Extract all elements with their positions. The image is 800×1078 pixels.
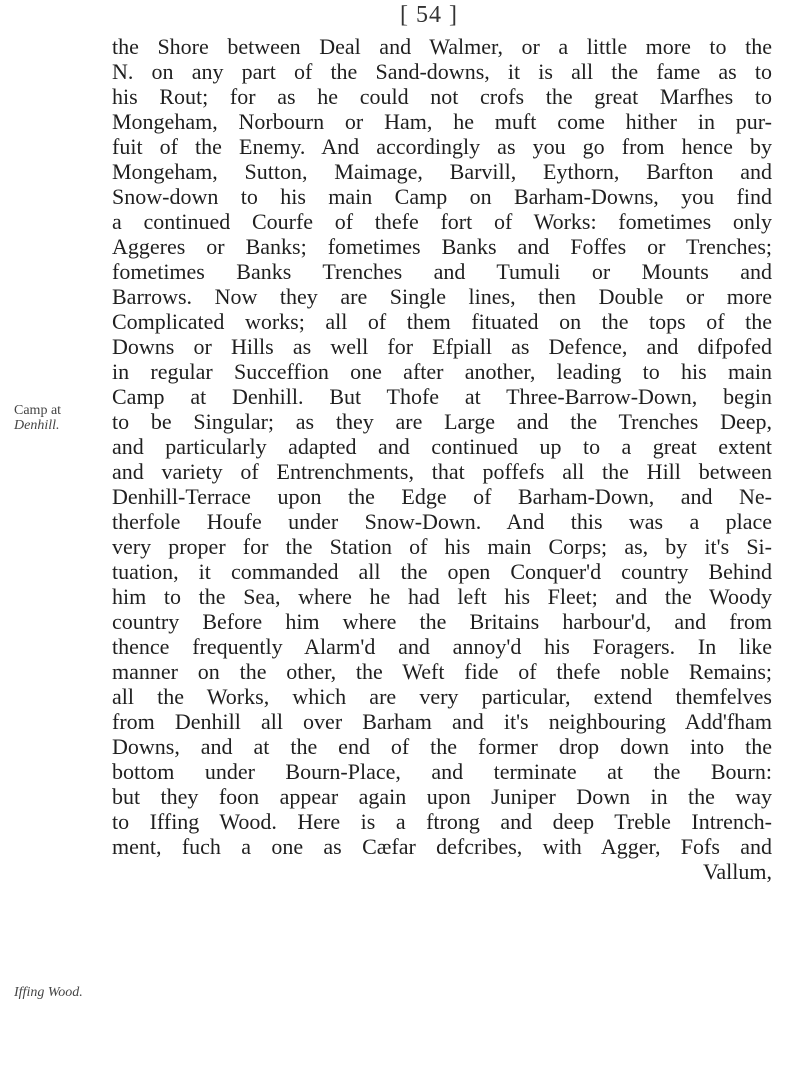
text-line: but they foon appear again upon Juniper Down in the way — [112, 784, 772, 809]
text-line: and variety of Entrenchments, that poffefs all the Hill between — [112, 459, 772, 484]
text-line: fometimes Banks Trenches and Tumuli or Mounts and — [112, 259, 772, 284]
margin-note-camp-line-2: Denhill. — [14, 418, 60, 433]
text-line: Downs, and at the end of the former drop down into the — [112, 734, 772, 759]
text-line: Denhill-Terrace upon the Edge of Barham-Down, and Ne- — [112, 484, 772, 509]
text-line: tuation, it commanded all the open Conquer'd country Behind — [112, 559, 772, 584]
page-number: [ 54 ] — [400, 2, 458, 28]
text-line: him to the Sea, where he had left his Fleet; and the Woody — [112, 584, 772, 609]
text-line: N. on any part of the Sand-downs, it is all the fame as to — [112, 59, 772, 84]
text-line: Mongeham, Sutton, Maimage, Barvill, Eythorn, Barfton and — [112, 159, 772, 184]
text-line: all the Works, which are very particular, extend themfelves — [112, 684, 772, 709]
text-line: Aggeres or Banks; fometimes Banks and Foffes or Trenches; — [112, 234, 772, 259]
body-text — [112, 34, 772, 884]
text-line: from Denhill all over Barham and it's neighbouring Add'fham — [112, 709, 772, 734]
margin-note-wood — [14, 985, 94, 1000]
text-line: to Iffing Wood. Here is a ftrong and deep Treble Intrench- — [112, 809, 772, 834]
text-line: ment, fuch a one as Cæfar defcribes, with Agger, Fofs and — [112, 834, 772, 859]
text-line: the Shore between Deal and Walmer, or a little more to the — [112, 34, 772, 59]
text-line: Camp at Denhill. But Thofe at Three-Barrow-Down, begin — [112, 384, 772, 409]
text-line: fuit of the Enemy. And accordingly as you go from hence by — [112, 134, 772, 159]
text-line: manner on the other, the Weft fide of thefe noble Remains; — [112, 659, 772, 684]
text-line: and particularly adapted and continued up to a great extent — [112, 434, 772, 459]
text-line: very proper for the Station of his main Corps; as, by it's Si- — [112, 534, 772, 559]
text-line: his Rout; for as he could not crofs the great Marfhes to — [112, 84, 772, 109]
text-line: Snow-down to his main Camp on Barham-Downs, you find — [112, 184, 772, 209]
text-line: country Before him where the Britains harbour'd, and from — [112, 609, 772, 634]
text-line: therfole Houfe under Snow-Down. And this was a place — [112, 509, 772, 534]
text-line: Complicated works; all of them fituated on the tops of the — [112, 309, 772, 334]
text-line-catchword: Vallum, — [702, 859, 772, 884]
text-line: thence frequently Alarm'd and annoy'd his Foragers. In like — [112, 634, 772, 659]
text-line: in regular Succeffion one after another, leading to his main — [112, 359, 772, 384]
text-line: Barrows. Now they are Single lines, then Double or more — [112, 284, 772, 309]
text-line: Downs or Hills as well for Efpiall as Defence, and difpofed — [112, 334, 772, 359]
text-line: to be Singular; as they are Large and the Trenches Deep, — [112, 409, 772, 434]
text-line: Mongeham, Norbourn or Ham, he muft come hither in pur- — [112, 109, 772, 134]
text-line: a continued Courfe of thefe fort of Works: fometimes only — [112, 209, 772, 234]
margin-note-camp — [14, 403, 94, 433]
text-line: bottom under Bourn-Place, and terminate at the Bourn: — [112, 759, 772, 784]
margin-note-wood-line-1: Iffing Wood. — [14, 985, 83, 1000]
margin-note-camp-line-1: Camp at — [14, 403, 62, 418]
